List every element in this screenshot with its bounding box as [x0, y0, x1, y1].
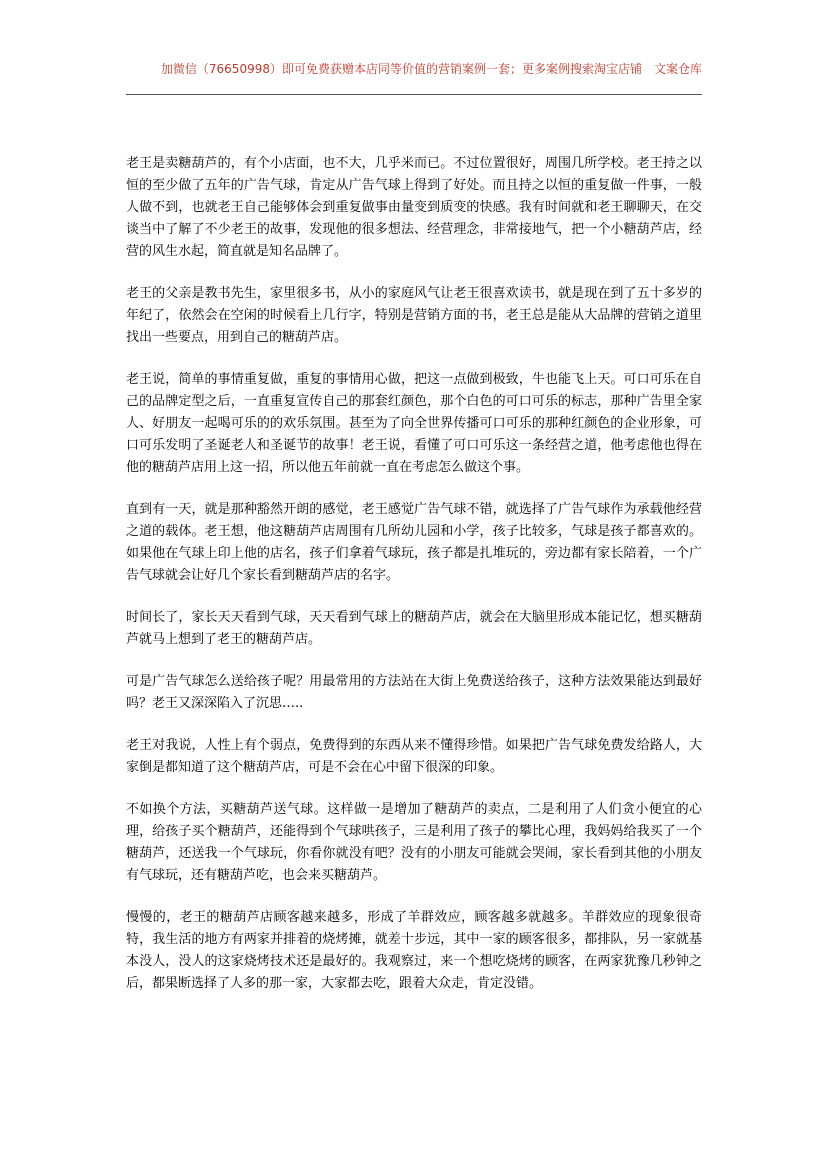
paragraph: 老王的父亲是教书先生，家里很多书，从小的家庭风气让老王很喜欢读书，就是现在到了五十多岁的年纪了，依然会在空闲的时候看上几行字，特别是营销方面的书，老王总是能从大品牌的营销之道里找出一些要点，用到自己的糖葫芦店。 [126, 286, 702, 345]
header-divider [126, 94, 702, 95]
paragraph: 老王说，简单的事情重复做，重复的事情用心做，把这一点做到极致，牛也能飞上天。可口可乐在自己的品牌定型之后，一直重复宣传自己的那套红颜色，那个白色的可口可乐的标志，那种广告里全家人、好朋友一起喝可乐的的欢乐氛围。甚至为了向全世界传播可口可乐的那种红颜色的企业形象，可口可乐发明了圣诞老人和圣诞节的故事！老王说，看懂了可口可乐这一条经营之道，他考虑他也得在他的糖葫芦店用上这一招，所以他五年前就一直在考虑怎么做这个事。 [126, 372, 702, 475]
paragraph: 老王对我说，人性上有个弱点，免费得到的东西从来不懂得珍惜。如果把广告气球免费发给路人，大家倒是都知道了这个糖葫芦店，可是不会在心中留下很深的印象。 [126, 738, 702, 775]
paragraph: 时间长了，家长天天看到气球，天天看到气球上的糖葫芦店，就会在大脑里形成本能记忆，想买糖葫芦就马上想到了老王的糖葫芦店。 [126, 610, 702, 647]
paragraph: 直到有一天，就是那种豁然开朗的感觉，老王感觉广告气球不错，就选择了广告气球作为承载他经营之道的载体。老王想，他这糖葫芦店周围有几所幼儿园和小学，孩子比较多，气球是孩子都喜欢的。如果他在气球上印上他的店名，孩子们拿着气球玩，孩子都是扎堆玩的，旁边都有家长陪着，一个广告气球就会让好几个家长看到糖葫芦店的名字。 [126, 502, 702, 583]
header-promo-text: 加微信（76650998）即可免费获赠本店同等价值的营销案例一套；更多案例搜索淘宝店铺 文案仓库 [160, 62, 702, 76]
document-body [126, 153, 702, 1015]
paragraph: 慢慢的，老王的糖葫芦店顾客越来越多，形成了羊群效应，顾客越多就越多。羊群效应的现象很奇特，我生活的地方有两家并排着的烧烤摊，就差十步远，其中一家的顾客很多，都排队，另一家就基本没人，没人的这家烧烤技术还是最好的。我观察过，来一个想吃烧烤的顾客，在两家犹豫几秒钟之后，都果断选择了人多的那一家，大家都去吃，跟着大众走，肯定没错。 [126, 910, 702, 991]
paragraph: 老王是卖糖葫芦的，有个小店面，也不大，几乎米而已。不过位置很好，周围几所学校。老王持之以恒的至少做了五年的广告气球，肯定从广告气球上得到了好处。而且持之以恒的重复做一件事，一般人做不到，也就老王自己能够体会到重复做事由量变到质变的快感。我有时间就和老王聊聊天，在交谈当中了解了不少老王的故事，发现他的很多想法、经营理念，非常接地气，把一个小糖葫芦店，经营的风生水起，简直就是知名品牌了。 [126, 156, 702, 259]
paragraph: 可是广告气球怎么送给孩子呢？用最常用的方法站在大街上免费送给孩子，这种方法效果能达到最好吗？老王又深深陷入了沉思….. [126, 674, 702, 711]
paragraph: 不如换个方法，买糖葫芦送气球。这样做一是增加了糖葫芦的卖点，二是利用了人们贪小便宜的心理，给孩子买个糖葫芦，还能得到个气球哄孩子，三是利用了孩子的攀比心理，我妈妈给我买了一个糖葫芦，还送我一个气球玩，你看你就没有吧？没有的小朋友可能就会哭闹，家长看到其他的小朋友有气球玩，还有糖葫芦吃，也会来买糖葫芦。 [126, 802, 702, 883]
